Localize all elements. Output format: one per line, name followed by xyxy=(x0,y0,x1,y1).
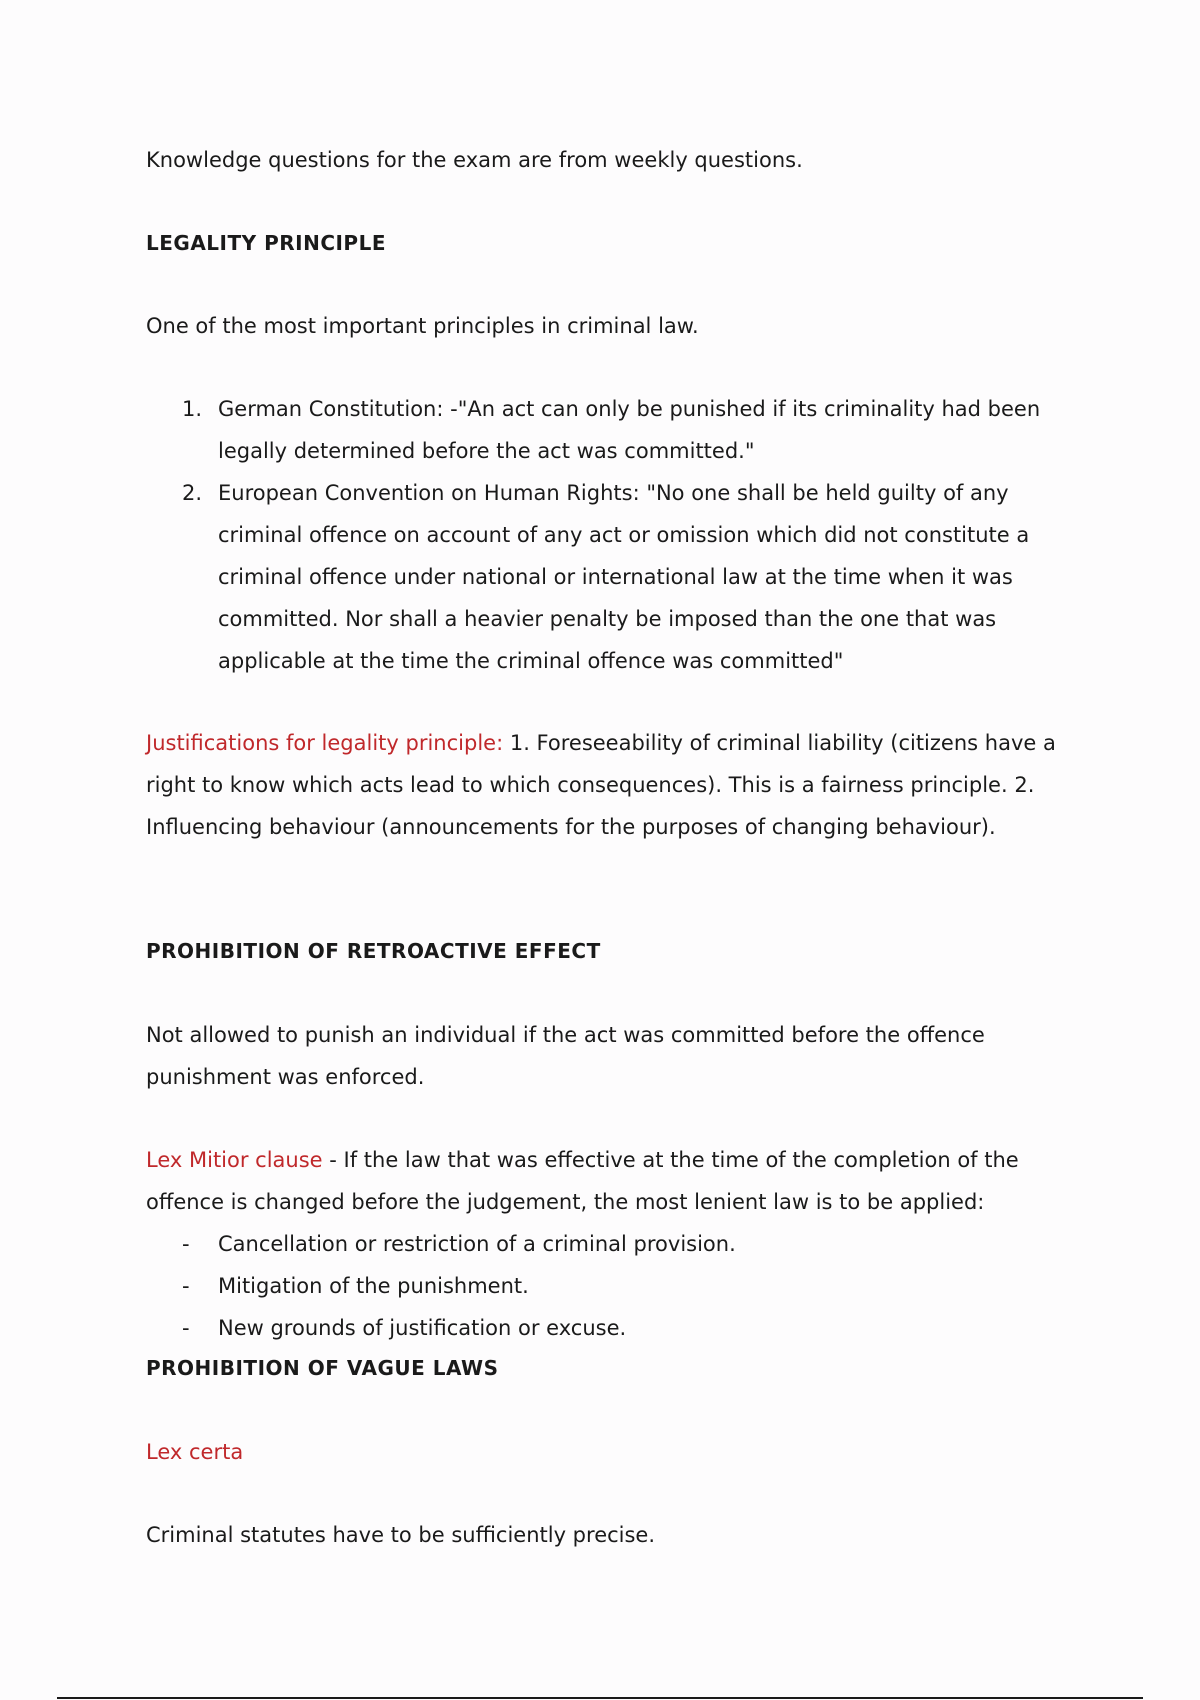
retroactive-description: Not allowed to punish an individual if the act was committed before the offence punishment was enforced. xyxy=(146,1023,985,1089)
list-item xyxy=(146,1265,1066,1307)
justifications-label: Justifications for legality principle: xyxy=(146,731,504,755)
list-marker: 2. xyxy=(182,481,203,505)
list-item-text: German Constitution: -"An act can only be punished if its criminality had been legally determined before the act was committed." xyxy=(218,397,1041,463)
lex-mitior-list xyxy=(146,1223,1066,1349)
justifications-paragraph xyxy=(146,722,1066,848)
list-item xyxy=(146,1307,1066,1349)
list-marker: - xyxy=(182,1274,190,1298)
lex-mitior-label: Lex Mitior clause xyxy=(146,1148,323,1172)
list-item xyxy=(146,472,1066,682)
intro-text: Knowledge questions for the exam are from weekly questions. xyxy=(146,148,803,172)
list-marker: 1. xyxy=(182,397,203,421)
legality-description: One of the most important principles in criminal law. xyxy=(146,314,699,338)
heading-prohibition-retroactive-effect: PROHIBITION OF RETROACTIVE EFFECT xyxy=(146,939,601,963)
justifications-text: 1. Foreseeability of criminal liability (citizens have a right to know which acts lead to which consequences). This is a fairness principle. 2. Influencing behaviour (announcements for the purposes of changing behaviour). xyxy=(146,731,1056,839)
list-item-text: Cancellation or restriction of a criminal provision. xyxy=(218,1232,736,1256)
bottom-divider xyxy=(57,1697,1143,1699)
lex-certa-description: Criminal statutes have to be sufficiently precise. xyxy=(146,1523,656,1547)
list-item-text: European Convention on Human Rights: "No one shall be held guilty of any criminal offence on account of any act or omission which did not constitute a criminal offence under national or international law at the time when it was committed. Nor shall a heavier penalty be imposed than the one that was applicable at the time the criminal offence was committed" xyxy=(218,481,1030,673)
list-item-text: Mitigation of the punishment. xyxy=(218,1274,529,1298)
list-marker: - xyxy=(182,1232,190,1256)
lex-certa-label: Lex certa xyxy=(146,1440,244,1464)
list-item-text: New grounds of justification or excuse. xyxy=(218,1316,627,1340)
heading-legality-principle: LEGALITY PRINCIPLE xyxy=(146,231,386,255)
list-item xyxy=(146,388,1066,472)
list-item xyxy=(146,1223,1066,1265)
list-marker: - xyxy=(182,1316,190,1340)
lex-mitior-paragraph xyxy=(146,1139,1066,1223)
legality-sources-list xyxy=(146,388,1066,682)
heading-prohibition-vague-laws: PROHIBITION OF VAGUE LAWS xyxy=(146,1356,499,1380)
lex-mitior-text: - If the law that was effective at the time of the completion of the offence is changed before the judgement, the most lenient law is to be applied: xyxy=(146,1148,1019,1214)
